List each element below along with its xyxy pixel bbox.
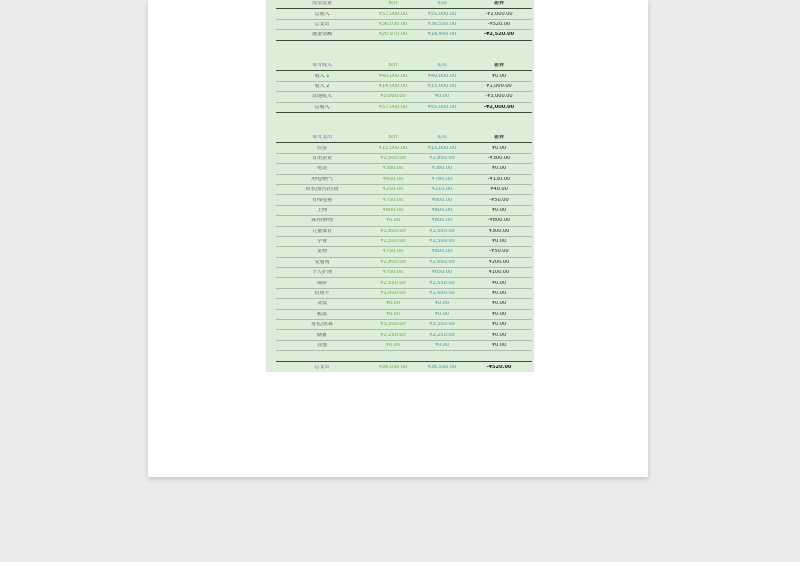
total-row bbox=[276, 362, 532, 372]
row-label: 收入 2 bbox=[314, 83, 330, 89]
plan-value: ¥57,000.00 bbox=[378, 11, 408, 17]
table-row bbox=[276, 164, 532, 174]
row-label: 住房 bbox=[316, 145, 327, 151]
actual-column-header: 实际 bbox=[436, 135, 447, 141]
diff-value: ¥0.00 bbox=[491, 343, 507, 348]
row-label: 其他收入 bbox=[311, 94, 332, 100]
plan-column-header: 预计 bbox=[387, 135, 398, 141]
actual-value: ¥780.00 bbox=[431, 176, 453, 182]
actual-value: ¥15,000.00 bbox=[427, 145, 457, 151]
diff-value: -¥50.00 bbox=[489, 249, 509, 255]
diff-value: ¥0.00 bbox=[491, 73, 507, 79]
diff-value: -¥520.00 bbox=[487, 21, 511, 27]
total-label: 总收入 bbox=[314, 104, 330, 110]
row-label: 总支出 bbox=[314, 21, 330, 27]
actual-value: ¥15,000.00 bbox=[427, 83, 457, 89]
diff-value: ¥0.00 bbox=[491, 166, 507, 172]
budget-sheet bbox=[266, 0, 534, 372]
diff-value: -¥130.00 bbox=[487, 176, 511, 182]
expenses-header-row bbox=[276, 133, 532, 143]
table-row bbox=[276, 289, 532, 299]
plan-value: ¥40,000.00 bbox=[378, 73, 408, 79]
actual-value: ¥1,500.00 bbox=[429, 228, 455, 234]
diff-value: ¥0.00 bbox=[491, 332, 507, 338]
diff-value: ¥1,000.00 bbox=[486, 83, 512, 89]
plan-value: ¥750.00 bbox=[382, 249, 404, 255]
plan-value: ¥2,500.00 bbox=[380, 239, 406, 245]
table-row bbox=[276, 9, 532, 19]
diff-value: -¥300.00 bbox=[487, 155, 511, 161]
table-row bbox=[276, 268, 532, 278]
table-row bbox=[276, 143, 532, 153]
diff-value: -¥800.00 bbox=[487, 218, 511, 224]
expenses-total-section bbox=[276, 362, 532, 372]
diff-value: ¥0.00 bbox=[491, 145, 507, 151]
row-label: 其他 bbox=[316, 343, 327, 348]
actual-value: ¥55,000.00 bbox=[427, 11, 457, 17]
diff-value: ¥0.00 bbox=[491, 280, 507, 286]
document-page bbox=[148, 0, 648, 477]
diff-value: ¥40.00 bbox=[490, 187, 508, 193]
table-row bbox=[276, 227, 532, 237]
table-row bbox=[276, 92, 532, 102]
table-row bbox=[276, 299, 532, 309]
diff-value: ¥100.00 bbox=[488, 270, 510, 276]
plan-value: ¥250.00 bbox=[382, 187, 404, 193]
expenses-section bbox=[276, 133, 532, 351]
table-row bbox=[276, 154, 532, 164]
table-row bbox=[276, 320, 532, 330]
actual-value: ¥380.00 bbox=[431, 166, 453, 172]
plan-value: ¥2,800.00 bbox=[380, 259, 406, 265]
actual-value: ¥2,550.00 bbox=[429, 280, 455, 286]
table-row bbox=[276, 237, 532, 247]
plan-value: ¥36,030.00 bbox=[378, 21, 408, 27]
cashflow-header-row bbox=[276, 0, 532, 9]
row-label: 上网 bbox=[316, 207, 327, 213]
row-label: 贷款 bbox=[316, 301, 327, 307]
diff-column-header: 差异 bbox=[493, 63, 504, 69]
actual-value: ¥0.00 bbox=[434, 311, 450, 317]
diff-value: ¥200.00 bbox=[488, 259, 510, 265]
row-label: 交通费 bbox=[314, 259, 330, 265]
row-label: 收入 1 bbox=[314, 73, 330, 79]
total-diff-value: -¥2,000.00 bbox=[483, 104, 515, 110]
total-row bbox=[276, 103, 532, 113]
total-label: 总支出 bbox=[314, 364, 330, 370]
row-label: 进礼/需募 bbox=[311, 322, 333, 328]
table-row bbox=[276, 278, 532, 288]
expense-rows bbox=[276, 143, 532, 351]
actual-value: ¥2,500.00 bbox=[429, 239, 455, 245]
row-label: 用电/燃气 bbox=[311, 176, 333, 182]
income-header-row bbox=[276, 61, 532, 71]
table-row bbox=[276, 175, 532, 185]
table-row bbox=[276, 71, 532, 81]
table-row bbox=[276, 258, 532, 268]
diff-value: -¥50.00 bbox=[489, 197, 509, 203]
plan-column-header: 预计 bbox=[387, 63, 398, 69]
table-row bbox=[276, 216, 532, 226]
row-label: 用水/排污/垃圾 bbox=[305, 187, 339, 193]
diff-value: ¥0.00 bbox=[491, 207, 507, 213]
actual-value: ¥800.00 bbox=[431, 218, 453, 224]
income-title: 每月收入 bbox=[311, 63, 332, 69]
total-plan-value: ¥57,000.00 bbox=[378, 104, 408, 110]
actual-value: ¥0.00 bbox=[434, 94, 450, 100]
actual-value: ¥1,000.00 bbox=[429, 291, 455, 297]
row-label: 日用杂货 bbox=[311, 155, 332, 161]
plan-value: ¥0.00 bbox=[385, 218, 401, 224]
row-label: 电话 bbox=[316, 166, 327, 172]
diff-value: ¥300.00 bbox=[488, 228, 510, 234]
plan-value: ¥380.00 bbox=[382, 166, 404, 172]
row-label: 学费 bbox=[316, 239, 327, 245]
total-diff-value: -¥2,520.00 bbox=[483, 32, 515, 38]
actual-value: ¥800.00 bbox=[431, 197, 453, 203]
diff-column-header: 差异 bbox=[493, 135, 504, 141]
actual-value: ¥210.00 bbox=[431, 187, 453, 193]
total-diff-value: -¥520.00 bbox=[486, 364, 512, 370]
plan-value: ¥0.00 bbox=[385, 301, 401, 307]
diff-value: -¥3,000.00 bbox=[485, 94, 513, 100]
actual-value: ¥2,600.00 bbox=[429, 259, 455, 265]
table-row bbox=[276, 330, 532, 340]
plan-value: ¥800.00 bbox=[382, 207, 404, 213]
total-row bbox=[276, 30, 532, 40]
actual-value: ¥650.00 bbox=[431, 270, 453, 276]
table-row bbox=[276, 310, 532, 320]
diff-value: ¥0.00 bbox=[491, 239, 507, 245]
plan-value: ¥3,000.00 bbox=[380, 94, 406, 100]
diff-column-header: 差异 bbox=[493, 1, 504, 7]
row-label: 储蓄 bbox=[316, 332, 327, 338]
row-label: 信用卡 bbox=[314, 291, 330, 297]
plan-value: ¥750.00 bbox=[382, 197, 404, 203]
table-row bbox=[276, 20, 532, 30]
table-row bbox=[276, 341, 532, 351]
total-actual-value: ¥18,450.00 bbox=[427, 32, 457, 38]
actual-column-header: 实际 bbox=[436, 63, 447, 69]
cashflow-title: 现金流量 bbox=[311, 1, 332, 7]
row-label: 总收入 bbox=[314, 11, 330, 17]
plan-value: ¥1,000.00 bbox=[380, 291, 406, 297]
table-row bbox=[276, 247, 532, 257]
plan-value: ¥0.00 bbox=[385, 343, 401, 348]
row-label: 个人护理 bbox=[311, 270, 332, 276]
plan-value: ¥3,500.00 bbox=[380, 322, 406, 328]
diff-value: ¥0.00 bbox=[491, 322, 507, 328]
plan-value: ¥2,500.00 bbox=[380, 155, 406, 161]
row-label: 宠物 bbox=[316, 249, 327, 255]
row-label: 儿童保育 bbox=[311, 228, 332, 234]
actual-value: ¥3,500.00 bbox=[429, 322, 455, 328]
actual-value: ¥0.00 bbox=[434, 343, 450, 348]
row-label: 有线电视 bbox=[311, 197, 332, 203]
plan-value: ¥750.00 bbox=[382, 270, 404, 276]
actual-value: ¥36,550.00 bbox=[427, 21, 457, 27]
cashflow-section bbox=[276, 0, 532, 41]
income-section bbox=[276, 61, 532, 113]
total-actual-value: ¥36,550.00 bbox=[427, 364, 457, 370]
diff-value: ¥0.00 bbox=[491, 311, 507, 317]
table-row bbox=[276, 195, 532, 205]
row-label: 保养/修理 bbox=[311, 218, 333, 224]
diff-value: ¥0.00 bbox=[491, 291, 507, 297]
plan-value: ¥1,800.00 bbox=[380, 228, 406, 234]
total-plan-value: ¥20,970.00 bbox=[378, 32, 408, 38]
actual-value: ¥2,250.00 bbox=[429, 332, 455, 338]
plan-column-header: 预计 bbox=[387, 1, 398, 7]
table-row bbox=[276, 206, 532, 216]
actual-value: ¥800.00 bbox=[431, 207, 453, 213]
actual-column-header: 实际 bbox=[436, 1, 447, 7]
plan-value: ¥15,000.00 bbox=[378, 145, 408, 151]
actual-value: ¥40,000.00 bbox=[427, 73, 457, 79]
total-plan-value: ¥36,030.00 bbox=[378, 364, 408, 370]
plan-value: ¥2,550.00 bbox=[380, 280, 406, 286]
expenses-title: 每月支出 bbox=[311, 135, 332, 141]
plan-value: ¥2,250.00 bbox=[380, 332, 406, 338]
plan-value: ¥0.00 bbox=[385, 311, 401, 317]
actual-value: ¥2,800.00 bbox=[429, 155, 455, 161]
total-actual-value: ¥55,000.00 bbox=[427, 104, 457, 110]
total-label: 现金余额 bbox=[311, 32, 332, 38]
diff-value: -¥2,000.00 bbox=[485, 11, 513, 17]
table-row bbox=[276, 185, 532, 195]
diff-value: ¥0.00 bbox=[491, 301, 507, 307]
table-row bbox=[276, 82, 532, 92]
plan-value: ¥650.00 bbox=[382, 176, 404, 182]
actual-value: ¥800.00 bbox=[431, 249, 453, 255]
plan-value: ¥14,000.00 bbox=[378, 83, 408, 89]
row-label: 保险 bbox=[316, 280, 327, 286]
row-label: 税款 bbox=[316, 311, 327, 317]
actual-value: ¥0.00 bbox=[434, 301, 450, 307]
